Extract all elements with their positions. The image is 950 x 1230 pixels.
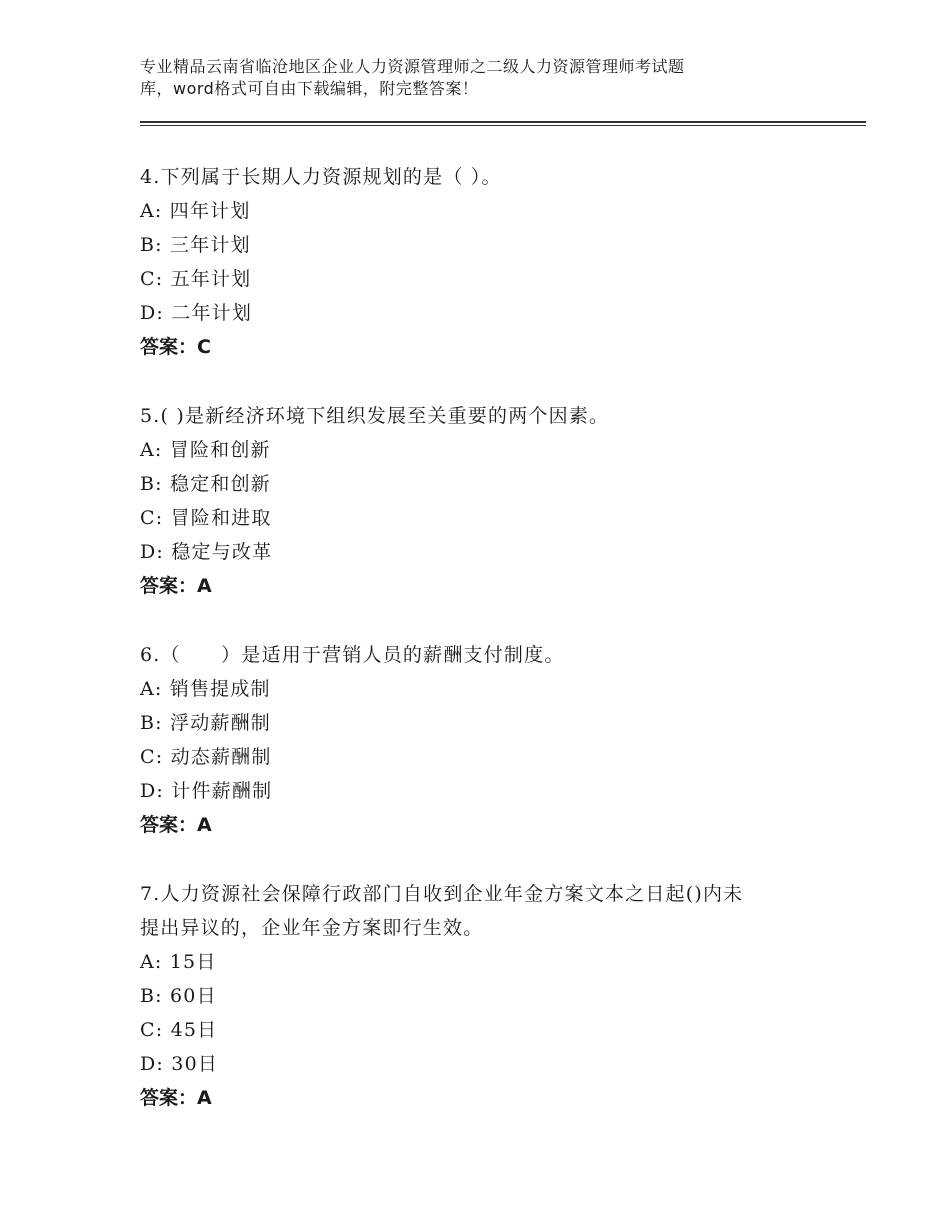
header-divider-thick [140, 121, 866, 123]
option-d: D: 二年计划 [140, 302, 253, 324]
question-stem: 5.( )是新经济环境下组织发展至关重要的两个因素。 [140, 405, 610, 427]
question-stem-line-2: 提出异议的，企业年金方案即行生效。 [140, 917, 484, 939]
question-stem: 4.下列属于长期人力资源规划的是（ ）。 [140, 166, 502, 188]
question-4 [140, 160, 820, 364]
option-a: A: 销售提成制 [140, 678, 271, 700]
header-line-2: 库，word格式可自由下载编辑，附完整答案！ [140, 79, 479, 98]
option-c: C: 五年计划 [140, 268, 252, 290]
option-c: C: 冒险和进取 [140, 507, 272, 529]
option-c: C: 45日 [140, 1019, 218, 1041]
option-d: D: 计件薪酬制 [140, 780, 273, 802]
question-stem: 6.（ ）是适用于营销人员的薪酬支付制度。 [140, 644, 565, 666]
option-b: B: 三年计划 [140, 234, 251, 256]
option-c: C: 动态薪酬制 [140, 746, 272, 768]
option-a: A: 15日 [140, 951, 217, 973]
answer: 答案：A [140, 814, 212, 836]
answer: 答案：A [140, 1087, 212, 1109]
option-a: A: 四年计划 [140, 200, 251, 222]
answer: 答案：C [140, 336, 211, 358]
option-b: B: 60日 [140, 985, 217, 1007]
option-a: A: 冒险和创新 [140, 439, 271, 461]
question-6 [140, 638, 820, 842]
question-7 [140, 877, 820, 1115]
option-b: B: 浮动薪酬制 [140, 712, 272, 734]
option-b: B: 稳定和创新 [140, 473, 272, 495]
answer: 答案：A [140, 575, 212, 597]
option-d: D: 稳定与改革 [140, 541, 273, 563]
question-stem-line-1: 7.人力资源社会保障行政部门自收到企业年金方案文本之日起()内未 [140, 883, 744, 905]
header-line-1: 专业精品云南省临沧地区企业人力资源管理师之二级人力资源管理师考试题 [140, 57, 685, 76]
document-header [140, 56, 780, 100]
question-5 [140, 399, 820, 603]
option-d: D: 30日 [140, 1053, 219, 1075]
header-divider-thin [140, 125, 866, 126]
